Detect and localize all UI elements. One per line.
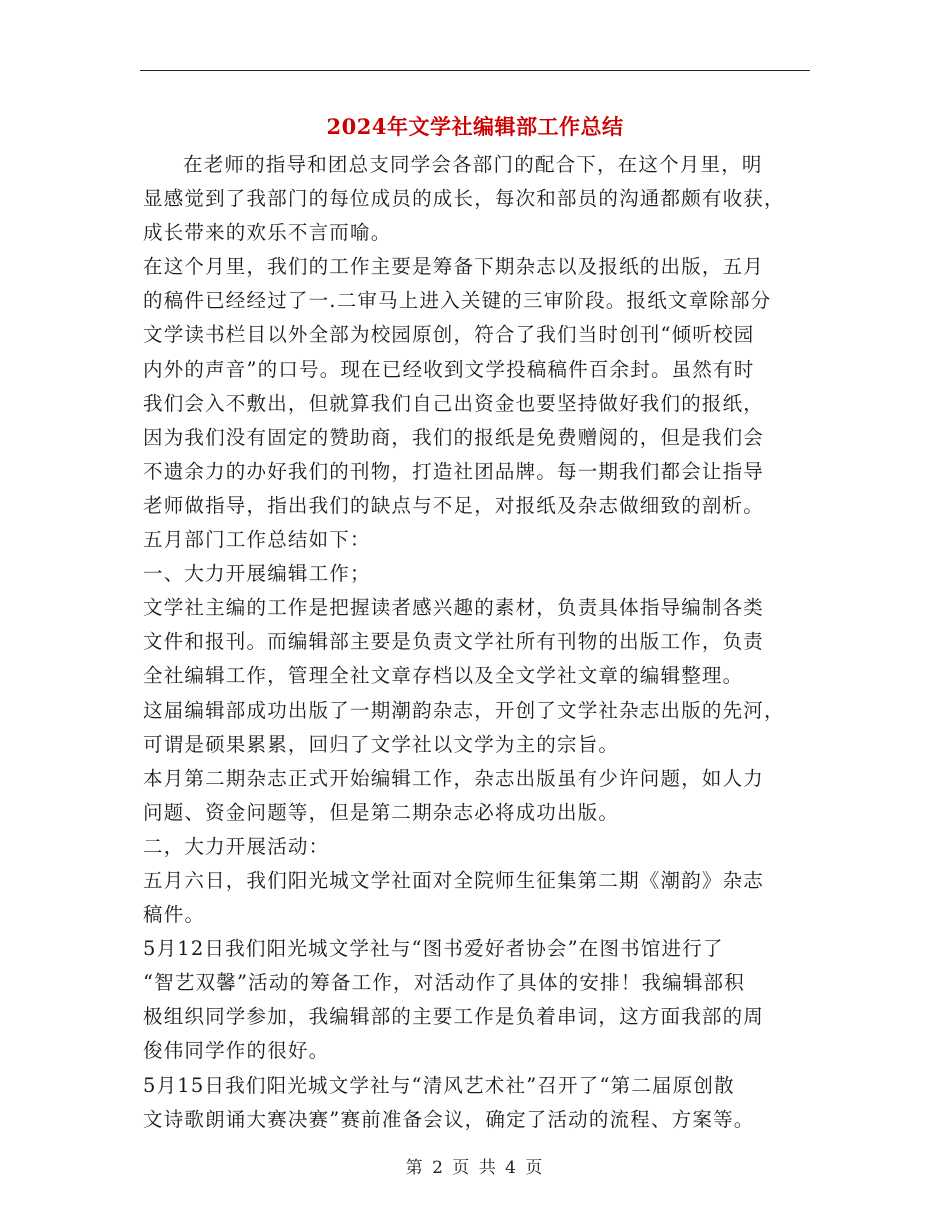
text-line: 5月12日我们阳光城文学社与“图书爱好者协会”在图书馆进行了 <box>143 937 724 961</box>
text-line: 我们会入不敷出，但就算我们自己出资金也要坚持做好我们的报纸， <box>143 391 765 415</box>
text-line: 5月15日我们阳光城文学社与“清风艺术社”召开了“第二届原创散 <box>143 1073 735 1097</box>
text-line: 本月第二期杂志正式开始编辑工作，杂志出版虽有少许问题，如人力 <box>143 766 765 790</box>
page-prefix: 第 <box>405 1158 425 1178</box>
page-middle: 页 共 <box>452 1158 498 1178</box>
text-line: 稿件。 <box>143 903 206 927</box>
header-rule <box>140 70 810 71</box>
text-line: 问题、资金问题等，但是第二期杂志必将成功出版。 <box>143 800 620 824</box>
section-line: 五月部门工作总结如下： <box>143 528 371 552</box>
text-line: 文件和报刊。而编辑部主要是负责文学社所有刊物的出版工作，负责 <box>143 630 765 654</box>
text-line: 显感觉到了我部门的每位成员的成长，每次和部员的沟通都颇有收获， <box>143 187 785 211</box>
text-line: 俊伟同学作的很好。 <box>143 1039 330 1063</box>
text-line: 在老师的指导和团总支同学会各部门的配合下，在这个月里，明 <box>183 153 763 176</box>
text-line: 成长带来的欢乐不言而喻。 <box>143 221 392 245</box>
text-line: 在这个月里，我们的工作主要是筹备下期杂志以及报纸的出版，五月 <box>143 255 765 279</box>
page-footer <box>0 1153 950 1178</box>
text-line: 可谓是硕果累累，回归了文学社以文学为主的宗旨。 <box>143 732 620 756</box>
text-line: 这届编辑部成功出版了一期潮韵杂志，开创了文学社杂志出版的先河， <box>143 698 785 722</box>
section-heading: 二，大力开展活动： <box>143 834 330 858</box>
text-line: 因为我们没有固定的赞助商，我们的报纸是免费赠阅的，但是我们会 <box>143 425 765 449</box>
page-total: 4 <box>505 1158 518 1178</box>
text-line: 内外的声音”的口号。现在已经收到文学投稿稿件百余封。虽然有时 <box>143 357 755 381</box>
text-line: 五月六日，我们阳光城文学社面对全院师生征集第二期《潮韵》杂志 <box>143 868 765 892</box>
text-line: 不遗余力的办好我们的刊物，打造社团品牌。每一期我们都会让指导 <box>143 459 765 483</box>
text-line: 文诗歌朗诵大赛决赛”赛前准备会议，确定了活动的流程、方案等。 <box>143 1107 755 1131</box>
page-number: 2 <box>432 1158 445 1178</box>
text-line: 文学读书栏目以外全部为校园原创，符合了我们当时创刊“倾听校园 <box>143 323 755 347</box>
text-line: 极组织同学参加，我编辑部的主要工作是负着串词，这方面我部的周 <box>143 1005 765 1029</box>
text-line: 文学社主编的工作是把握读者感兴趣的素材，负责具体指导编制各类 <box>143 596 765 620</box>
document-body <box>143 148 813 1137</box>
text-line: 老师做指导，指出我们的缺点与不足，对报纸及杂志做细致的剖析。 <box>143 493 765 517</box>
section-heading: 一、大力开展编辑工作； <box>143 562 371 586</box>
document-title: 2024年文学社编辑部工作总结 <box>326 114 624 139</box>
page-suffix: 页 <box>525 1158 545 1178</box>
text-line: 的稿件已经经过了一.二审马上进入关键的三审阶段。报纸文章除部分 <box>143 289 772 313</box>
text-line: 全社编辑工作，管理全社文章存档以及全文学社文章的编辑整理。 <box>143 664 744 688</box>
text-line: “智艺双馨”活动的筹备工作，对活动作了具体的安排！我编辑部积 <box>143 971 745 995</box>
